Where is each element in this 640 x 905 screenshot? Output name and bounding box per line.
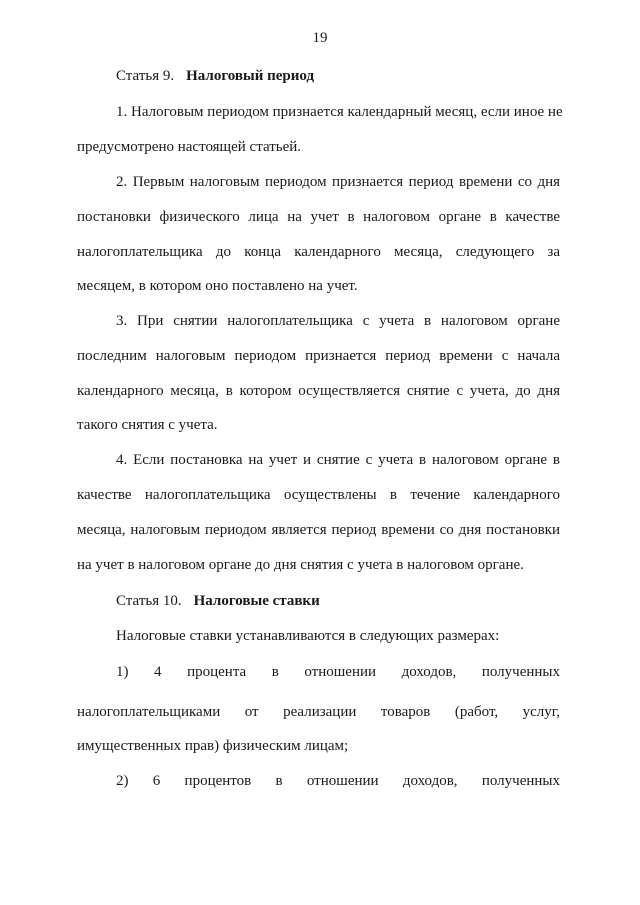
article-9-heading	[116, 68, 314, 85]
article-9-line-10: такого снятия с учета.	[77, 417, 218, 433]
article-9-title: Налоговый период	[186, 68, 315, 84]
article-10-line-2: 1) 4 процента в отношении доходов, полученных	[116, 664, 560, 680]
article-9-line-11: 4. Если постановка на учет и снятие с учета в налоговом органе в	[116, 452, 560, 468]
article-9-line-13: месяца, налоговым периодом является период времени со дня постановки	[77, 522, 560, 538]
article-10-line-4: имущественных прав) физическим лицам;	[77, 738, 349, 754]
article-9-line-7: 3. При снятии налогоплательщика с учета в налоговом органе	[116, 313, 560, 329]
article-9-line-6: месяцем, в котором оно поставлено на учет.	[77, 278, 358, 294]
article-9-line-2: предусмотрено настоящей статьей.	[77, 139, 302, 155]
article-10-title: Налоговые ставки	[193, 593, 320, 609]
article-9-line-14: на учет в налоговом органе до дня снятия с учета в налоговом органе.	[77, 557, 524, 573]
article-9-number: Статья 9.	[116, 68, 175, 84]
article-10-heading	[116, 593, 320, 610]
article-10-line-5: 2) 6 процентов в отношении доходов, полученных	[116, 773, 560, 789]
article-10-number: Статья 10.	[116, 593, 182, 609]
article-10-line-1: Налоговые ставки устанавливаются в следующих размерах:	[116, 628, 500, 644]
article-9-line-8: последним налоговым периодом признается период времени с начала	[77, 348, 560, 364]
article-9-line-5: налогоплательщика до конца календарного месяца, следующего за	[77, 244, 560, 260]
article-9-line-1: 1. Налоговым периодом признается календарный месяц, если иное не	[116, 104, 563, 120]
article-9-line-3: 2. Первым налоговым периодом признается период времени со дня	[116, 174, 560, 190]
article-9-line-9: календарного месяца, в котором осуществляется снятие с учета, до дня	[77, 383, 560, 399]
page-number: 19	[312, 30, 328, 46]
article-9-line-12: качестве налогоплательщика осуществлены в течение календарного	[77, 487, 560, 503]
article-9-line-4: постановки физического лица на учет в налоговом органе в качестве	[77, 209, 560, 225]
article-10-line-3: налогоплательщиками от реализации товаров (работ, услуг,	[77, 704, 560, 720]
